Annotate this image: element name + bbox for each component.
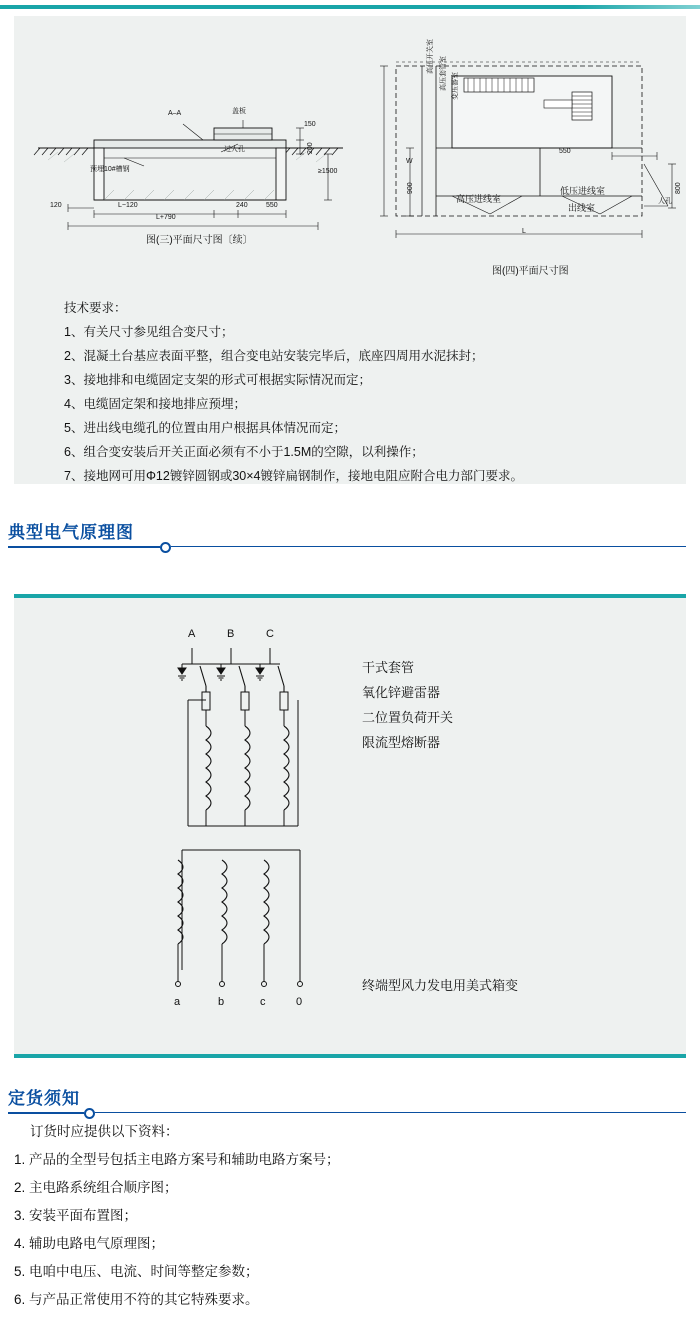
tech-item-3: 3、接地排和电缆固定支架的形式可根据实际情况而定； bbox=[64, 373, 371, 387]
legend-item-arrester: 氧化锌避雷器 bbox=[362, 685, 441, 700]
section-dot-schematic bbox=[160, 542, 171, 553]
terminal-label-b: b bbox=[218, 996, 225, 1008]
ordering-item-3: 3. 安装平面布置图； bbox=[14, 1208, 138, 1223]
ordering-notice bbox=[14, 1118, 674, 1314]
legend-item-load-switch: 二位置负荷开关 bbox=[362, 710, 454, 725]
dim-1500: ≥1500 bbox=[318, 168, 338, 175]
terminal-label-0: 0 bbox=[296, 996, 303, 1008]
dim-800: 800 bbox=[675, 182, 682, 194]
section-tail-schematic bbox=[171, 546, 686, 547]
ordering-item-5: 5. 电咱中电压、电流、时间等整定参数； bbox=[14, 1264, 259, 1279]
phase-label-b: B bbox=[227, 628, 235, 640]
schematic-bottom-label: 终端型风力发电用美式箱变 bbox=[362, 978, 519, 993]
tech-item-5: 5、进出线电缆孔的位置由用户根据具体情况而定； bbox=[64, 421, 346, 435]
terminal-label-c: c bbox=[260, 996, 266, 1008]
electrical-schematic-diagram bbox=[160, 630, 360, 1030]
dim-550-right: 550 bbox=[559, 148, 571, 155]
label-channel-steel: 预埋10#槽钢 bbox=[90, 166, 130, 173]
tech-item-6: 6、组合变安装后开关正面必须有不小于1.5M的空隙，以利操作； bbox=[64, 445, 424, 459]
label-transformer-room: 变压器室 bbox=[452, 72, 459, 100]
section-title-schematic: 典型电气原理图 bbox=[8, 523, 134, 542]
label-lv-outgoing: 出线室 bbox=[568, 203, 596, 213]
tech-heading: 技术要求： bbox=[64, 301, 127, 315]
section-underline-ordering bbox=[8, 1112, 84, 1114]
caption-figure-4: 图(四)平面尺寸图 bbox=[492, 266, 569, 277]
legend-item-fuse: 限流型熔断器 bbox=[362, 735, 441, 750]
dim-900: 900 bbox=[407, 182, 414, 194]
section-title-ordering: 定货须知 bbox=[8, 1089, 80, 1108]
phase-label-c: C bbox=[266, 628, 274, 640]
phase-label-a: A bbox=[188, 628, 196, 640]
schematic-panel-top-bar bbox=[14, 594, 686, 598]
dim-l: L bbox=[522, 228, 526, 235]
ordering-item-6: 6. 与产品正常使用不符的其它特殊要求。 bbox=[14, 1292, 259, 1307]
dim-240: 240 bbox=[236, 202, 248, 209]
label-hv-bushing-room: 高压套管室 bbox=[440, 56, 447, 91]
tech-item-2: 2、混凝土台基应表面平整，组合变电站安装完毕后，底座四周用水泥抹封； bbox=[64, 349, 484, 363]
dim-l-120: L−120 bbox=[118, 202, 138, 209]
ordering-intro: 订货时应提供以下资料： bbox=[30, 1124, 179, 1139]
plan-drawing-right bbox=[372, 56, 682, 256]
technical-requirements bbox=[64, 296, 664, 488]
label-manhole: 过人孔 bbox=[224, 146, 245, 153]
section-tail-ordering bbox=[95, 1112, 686, 1113]
section-underline-schematic bbox=[8, 546, 160, 548]
top-accent-rule bbox=[0, 5, 700, 9]
label-lv-incoming: 低压进线室 bbox=[560, 186, 606, 196]
tech-item-7: 7、接地网可用Φ12镀锌圆钢或30×4镀锌扁钢制作，接地电阻应附合电力部门要求。 bbox=[64, 469, 523, 483]
dim-w: W bbox=[406, 158, 413, 165]
label-manhole-right: 人孔 bbox=[658, 198, 672, 205]
schematic-legend bbox=[362, 655, 453, 755]
label-hv-switch-room: 高压开关室 bbox=[427, 39, 434, 74]
caption-figure-3: 图(三)平面尺寸图〔续〕 bbox=[146, 235, 253, 246]
tech-item-4: 4、电缆固定架和接地排应预埋； bbox=[64, 397, 246, 411]
dim-550: 550 bbox=[266, 202, 278, 209]
drawings-panel bbox=[14, 16, 686, 484]
schematic-panel-bottom-bar bbox=[14, 1054, 686, 1058]
dim-120: 120 bbox=[50, 202, 62, 209]
tech-item-1: 1、有关尺寸参见组合变尺寸； bbox=[64, 325, 234, 339]
label-cover: 盖板 bbox=[232, 108, 246, 115]
legend-item-bushing: 干式套管 bbox=[362, 660, 415, 675]
label-section-aa: A–A bbox=[168, 110, 182, 117]
ordering-item-2: 2. 主电路系统组合顺序图； bbox=[14, 1180, 178, 1195]
terminal-label-a: a bbox=[174, 996, 181, 1008]
ordering-item-1: 1. 产品的全型号包括主电路方案号和辅助电路方案号； bbox=[14, 1152, 340, 1167]
dim-l790: L+790 bbox=[156, 214, 176, 221]
dim-150: 150 bbox=[304, 121, 316, 128]
label-hv-incoming: 高压进线室 bbox=[456, 194, 502, 204]
ordering-item-4: 4. 辅助电路电气原理图； bbox=[14, 1236, 165, 1251]
dim-200: 200 bbox=[307, 142, 314, 154]
